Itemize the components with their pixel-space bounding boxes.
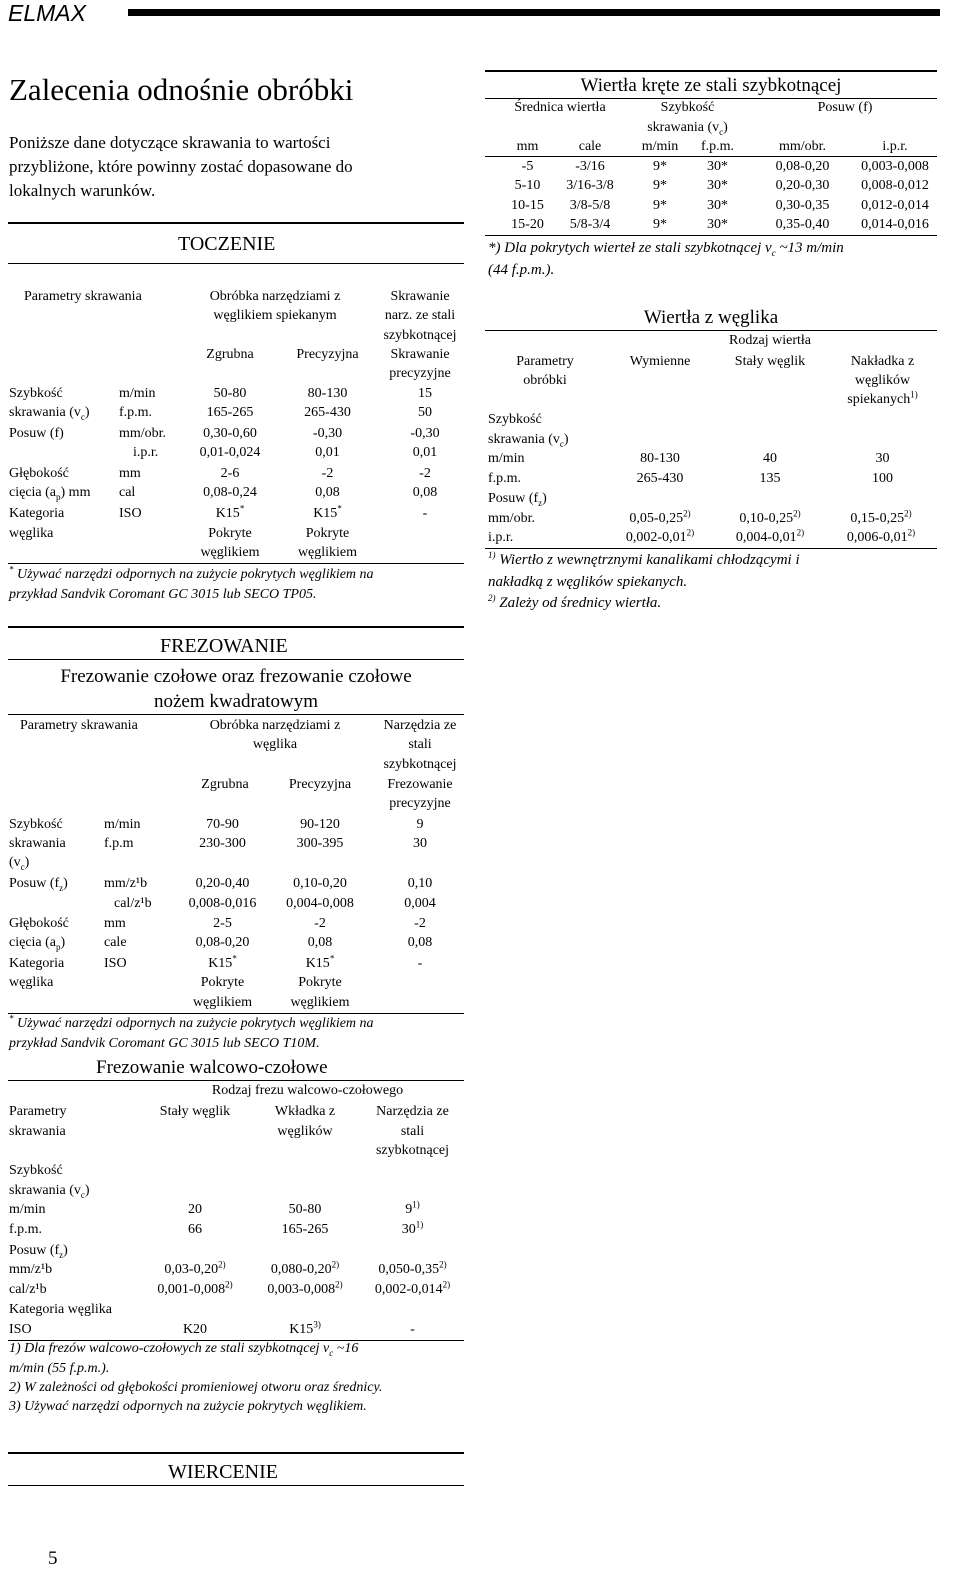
walcowo-speed-c1-1: 20 (188, 1202, 202, 1217)
toczenie-rule-2 (8, 263, 464, 264)
wiertla-hss-units-rule (485, 156, 937, 157)
toczenie-speed-unit-1: m/min (119, 386, 156, 401)
toczenie-speed-rough-1: 50-80 (213, 386, 247, 401)
toczenie-feed-rough-2: 0,01-0,024 (199, 445, 261, 460)
page-title: Zalecenia odnośnie obróbki (9, 72, 354, 107)
walcowo-feed-label: Posuw $(f_z)$ (9, 1243, 68, 1260)
frezowanie-depth-fine-1: -2 (314, 916, 326, 931)
toczenie-speed-rough-2: 165-265 (206, 405, 254, 420)
frezowanie-h-carbide-2: węglika (252, 737, 298, 752)
frezowanie-h-hss-1: Narzędzia ze (383, 718, 457, 733)
frezowanie-cat-rough-2: Pokryte (200, 975, 245, 990)
frezowanie-cat-hss: - (417, 956, 423, 971)
toczenie-cat-hss: - (422, 506, 428, 521)
toczenie-speed-label-1: Szybkość (9, 386, 63, 401)
toczenie-depth-fine-2: 0,08 (315, 485, 340, 500)
wiercenie-rule-2 (8, 1485, 464, 1486)
frezowanie-feed-fine-1: 0,10-0,20 (293, 876, 347, 891)
wiertla-wc-feed-label: Posuw $(f_z)$ (488, 491, 547, 508)
wiertla-wc-h-params-1: Parametry (516, 354, 574, 369)
wiertla-wc-title: Wiertła z węglika (643, 307, 779, 328)
walcowo-h-col-2a: Wkładka z (274, 1104, 336, 1119)
walcowo-h-params-1: Parametry (9, 1104, 67, 1119)
wiertla-hss-rule (485, 70, 937, 72)
toczenie-speed-fine-2: 265-430 (304, 405, 351, 420)
frezowanie-h-carbide-1: Obróbka narzędziami z (209, 718, 341, 733)
toczenie-feed-fine-1: -0,30 (312, 426, 343, 441)
walcowo-h-type: Rodzaj frezu walcowo-czołowego (211, 1083, 404, 1098)
wiertla-hss-u-mmobr: mm/obr. (778, 139, 827, 154)
walcowo-cat-c1: K20 (182, 1322, 208, 1337)
frezowanie-h-fine: Precyzyjna (288, 777, 352, 792)
wiertla-hss-h-speed-1: Szybkość (660, 100, 715, 115)
toczenie-depth-unit-1: mm (119, 466, 141, 481)
frezowanie-depth-fine-2: 0,08 (307, 935, 333, 950)
cell: 5/8-3/4 (569, 217, 611, 232)
frezowanie-subtitle-1: Frezowanie czołowe oraz frezowanie czołowe (60, 666, 412, 687)
walcowo-speed-c1-2: 66 (188, 1222, 202, 1237)
frezowanie-h-params: Parametry skrawania (20, 718, 138, 733)
cell: -3/16 (575, 159, 605, 174)
frezowanie-cat-label-1: Kategoria (9, 956, 65, 971)
toczenie-speed-hss-1: 15 (418, 386, 432, 401)
wiertla-hss-u-cale: cale (578, 139, 602, 154)
toczenie-feed-label: Posuw (f) (9, 426, 64, 441)
wiertla-hss-h-diam: Średnica wiertła (514, 100, 606, 115)
toczenie-h-carbide-1: Obróbka narzędziami z (209, 289, 341, 304)
walcowo-feed-unit-1: mm/z¹b (9, 1262, 53, 1277)
walcowo-table-top (8, 1080, 464, 1081)
frezowanie-feed-label: Posuw $(f_z)$ (9, 876, 68, 893)
walcowo-speed-c2-1: 50-80 (288, 1202, 322, 1217)
frezowanie-depth-hss-2: 0,08 (407, 935, 433, 950)
wiertla-hss-note-1: *) Dla pokrytych wierteł ze stali szybkotnącej $v_c$ ~13 m/min (488, 240, 844, 258)
toczenie-feed-fine-2: 0,01 (315, 445, 340, 460)
toczenie-speed-fine-1: 80-130 (307, 386, 348, 401)
frezowanie-speed-label-1: Szybkość (9, 817, 63, 832)
frezowanie-h-hss-2: stali (408, 737, 432, 752)
toczenie-cat-fine-1: K15* (313, 503, 342, 521)
wiertla-wc-h-col-3c: spiekanych$^{1)}$ (847, 389, 918, 407)
frezowanie-cat-fine-2: Pokryte (298, 975, 342, 990)
wiertla-wc-note-2: $^{2)}$ Zależy od średnicy wiertła. (488, 593, 662, 611)
toczenie-speed-label-2: skrawania $(v_c)$ (9, 405, 90, 422)
wiertla-wc-h-params-2: obróbki (523, 373, 567, 388)
header-bar (128, 9, 940, 16)
frezowanie-speed-hss-2: 30 (413, 836, 427, 851)
wiertla-wc-speed-c3-1: 30 (875, 451, 890, 466)
toczenie-cat-unit: ISO (119, 506, 142, 521)
wiertla-wc-h-col-2: Stały węglik (734, 354, 806, 369)
frezowanie-depth-rough-2: 0,08-0,20 (195, 935, 250, 950)
toczenie-h-params: Parametry skrawania (24, 289, 142, 304)
wiertla-wc-speed-c3-2: 100 (872, 471, 893, 486)
toczenie-h-hss-fine-1: Skrawanie (390, 347, 450, 362)
toczenie-h-hss-fine-2: precyzyjne (389, 366, 451, 381)
frezowanie-feed-rough-1: 0,20-0,40 (195, 876, 250, 891)
toczenie-h-hss-2: narz. ze stali (384, 308, 456, 323)
walcowo-cat-c2: K15$^{3)}$ (289, 1319, 321, 1337)
toczenie-rule (8, 222, 464, 224)
walcowo-h-col-1: Stały węglik (159, 1104, 231, 1119)
cell: 3/8-5/8 (569, 198, 611, 213)
wiertla-wc-feed-c1-1: 0,05-0,25$^{2)}$ (629, 508, 691, 526)
wiertla-hss-u-ipr: i.p.r. (882, 139, 908, 154)
toczenie-cat-fine-3: węglikiem (297, 545, 358, 560)
wiertla-hss-u-mm: mm (516, 139, 539, 154)
frezowanie-speed-rough-1: 70-90 (206, 817, 239, 832)
cell: 30* (707, 198, 728, 213)
wiertla-wc-speed-c2-2: 135 (759, 471, 781, 486)
wiertla-hss-h-speed-2: skrawania $(v_c)$ (647, 120, 728, 137)
wiercenie-rule (8, 1452, 464, 1454)
cell: -5 (521, 159, 534, 174)
page-number: 5 (48, 1548, 58, 1569)
frezowanie-feed-fine-2: 0,004-0,008 (286, 896, 354, 911)
cell: 0,008-0,012 (861, 178, 929, 193)
frezowanie-speed-fine-1: 90-120 (300, 817, 340, 832)
frezowanie-speed-hss-1: 9 (416, 817, 424, 832)
wiertla-wc-table-top (485, 330, 937, 331)
cell: 0,014-0,016 (861, 217, 929, 232)
wiertla-hss-u-fpm: f.p.m. (700, 139, 735, 154)
walcowo-feed-c3-1: 0,050-0,35$^{2)}$ (378, 1259, 447, 1277)
wiertla-wc-speed-c1-2: 265-430 (636, 471, 684, 486)
frezowanie-note-2: przykład Sandvik Coromant GC 3015 lub SECO T10M. (9, 1036, 320, 1051)
frezowanie-h-hss-fine-1: Frezowanie (387, 777, 453, 792)
wiertla-wc-h-col-1: Wymienne (629, 354, 691, 369)
cell: 15-20 (511, 217, 544, 232)
intro-line-3: lokalnych warunków. (9, 181, 156, 200)
walcowo-h-col-3a: Narzędzia ze (376, 1104, 449, 1119)
wiertla-wc-feed-c3-2: 0,006-0,01$^{2)}$ (846, 527, 916, 545)
frezowanie-h-hss-3: szybkotnącej (383, 757, 457, 772)
wiercenie-title: WIERCENIE (168, 1461, 278, 1483)
frezowanie-depth-unit-1: mm (104, 916, 126, 931)
cell: 30* (707, 159, 728, 174)
walcowo-h-col-3c: szybkotnącej (375, 1143, 450, 1158)
toczenie-title: TOCZENIE (178, 233, 276, 255)
wiertla-wc-speed-label-2: skrawania $(v_c)$ (488, 432, 569, 449)
frezowanie-cat-unit: ISO (104, 956, 127, 971)
cell: 5-10 (514, 178, 541, 193)
wiertla-wc-feed-c2-2: 0,004-0,01$^{2)}$ (735, 527, 805, 545)
walcowo-note-3: 3) Używać narzędzi odpornych na zużycie pokrytych węglikiem. (9, 1399, 367, 1414)
frezowanie-depth-hss-1: -2 (414, 916, 426, 931)
cell: 3/16-3/8 (566, 178, 614, 193)
toczenie-cat-fine-2: Pokryte (305, 526, 350, 541)
cell: 9* (653, 159, 667, 174)
toczenie-h-carbide-2: węglikiem spiekanym (213, 308, 337, 323)
toczenie-cat-rough-1: K15* (215, 503, 245, 521)
cell: 30* (707, 217, 728, 232)
wiertla-wc-h-type: Rodzaj wiertła (728, 333, 812, 348)
cell: 9* (653, 198, 667, 213)
toczenie-depth-hss-2: 0,08 (412, 485, 438, 500)
walcowo-note-2: 2) W zależności od głębokości promieniowej otworu oraz średnicy. (9, 1380, 383, 1395)
brand-logo: ELMAX (8, 0, 86, 26)
intro-line-2: przybliżone, które powinny zostać dopasowane do (9, 157, 353, 176)
walcowo-h-col-3b: stali (400, 1124, 425, 1139)
walcowo-feed-unit-2: cal/z¹b (9, 1282, 47, 1297)
wiertla-wc-note-1: $^{1)}$ Wiertło z wewnętrznymi kanalikami chłodzącymi i (488, 550, 800, 568)
wiertla-wc-h-col-3b: węglików (854, 373, 911, 388)
walcowo-feed-c3-2: 0,002-0,014$^{2)}$ (374, 1279, 451, 1297)
wiertla-wc-feed-c1-2: 0,002-0,01$^{2)}$ (625, 527, 695, 545)
frezowanie-cat-rough-3: węglikiem (192, 995, 253, 1010)
wiertla-wc-speed-c1-1: 80-130 (640, 451, 680, 466)
cell: 0,003-0,008 (861, 159, 929, 174)
frezowanie-feed-hss-1: 0,10 (407, 876, 433, 891)
wiertla-hss-header-top (485, 98, 937, 99)
toczenie-cat-rough-2: Pokryte (208, 526, 252, 541)
cell: 10-15 (511, 198, 544, 213)
walcowo-speed-c3-2: 30$^{1)}$ (401, 1219, 424, 1237)
walcowo-h-col-2b: węglików (277, 1124, 333, 1139)
toczenie-feed-rough-1: 0,30-0,60 (203, 426, 257, 441)
toczenie-depth-fine-1: -2 (321, 466, 334, 481)
frezowanie-depth-unit-2: cale (104, 935, 127, 950)
walcowo-speed-c3-1: 9$^{1)}$ (405, 1199, 420, 1217)
frezowanie-speed-fine-2: 300-395 (296, 836, 344, 851)
wiertla-wc-speed-c2-1: 40 (763, 451, 777, 466)
wiertla-wc-note-1b: nakładką z węglików spiekanych. (488, 574, 688, 590)
toczenie-h-hss-3: szybkotnącej (383, 328, 457, 343)
walcowo-cat-c3: - (410, 1322, 415, 1337)
wiertla-wc-speed-label-1: Szybkość (488, 412, 542, 427)
wiertla-hss-u-mmin: m/min (641, 139, 679, 154)
wiertla-hss-title: Wiertła kręte ze stali szybkotnącej (580, 75, 842, 96)
wiertla-hss-table-bottom (485, 235, 937, 236)
toczenie-table-bottom (8, 563, 464, 564)
frezowanie-h-rough: Zgrubna (201, 777, 249, 792)
walcowo-cat-label: Kategoria węglika (9, 1302, 113, 1317)
wiertla-wc-feed-c2-1: 0,10-0,25$^{2)}$ (739, 508, 801, 526)
toczenie-cat-rough-3: węglikiem (200, 545, 260, 560)
frezowanie-feed-hss-2: 0,004 (404, 896, 436, 911)
cell: 0,30-0,35 (775, 198, 830, 213)
walcowo-feed-c2-1: 0,080-0,20$^{2)}$ (270, 1259, 340, 1277)
frezowanie-depth-label-2: cięcia $(a_p)$ (9, 935, 66, 952)
frezowanie-cat-fine-3: węglikiem (290, 995, 350, 1010)
toczenie-feed-unit-2: i.p.r. (133, 445, 159, 460)
walcowo-feed-c1-1: 0,03-0,20$^{2)}$ (164, 1259, 226, 1277)
toczenie-depth-label-1: Głębokość (9, 466, 69, 481)
walcowo-note-1: 1) Dla frezów walcowo-czołowych ze stali szybkotnącej $v_c$ ~16 (9, 1341, 359, 1358)
walcowo-h-params-2: skrawania (9, 1124, 66, 1139)
toczenie-h-rough: Zgrubna (206, 347, 254, 362)
cell: 9* (653, 178, 667, 193)
frezowanie-speed-unit-1: m/min (104, 817, 141, 832)
cell: 30* (707, 178, 728, 193)
frezowanie-feed-unit-2: cal/z¹b (114, 896, 152, 911)
walcowo-feed-c2-2: 0,003-0,008$^{2)}$ (267, 1279, 343, 1297)
frezowanie-feed-rough-2: 0,008-0,016 (188, 896, 257, 911)
toczenie-cat-label-2: węglika (9, 526, 54, 541)
frezowanie-feed-unit-1: mm/z¹b (104, 876, 148, 891)
toczenie-feed-hss-1: -0,30 (410, 426, 440, 441)
frezowanie-cat-fine-1: K15* (305, 953, 335, 971)
wiertla-wc-feed-unit-1: mm/obr. (488, 511, 536, 526)
frezowanie-depth-label-1: Głębokość (9, 916, 69, 931)
wiertla-wc-h-col-3a: Nakładka z (850, 354, 915, 369)
frezowanie-table-bottom (8, 1013, 464, 1014)
toczenie-depth-label-2: cięcia $(a_p)$ mm (9, 485, 91, 502)
walcowo-feed-c1-2: 0,001-0,008$^{2)}$ (157, 1279, 233, 1297)
wiertla-hss-h-feed: Posuw (f) (817, 100, 873, 115)
toczenie-feed-unit-1: mm/obr. (119, 426, 167, 441)
intro-line-1: Poniższe dane dotyczące skrawania to wartości (9, 133, 331, 152)
cell: 0,08-0,20 (775, 159, 830, 174)
frezowanie-subtitle-2: nożem kwadratowym (153, 691, 319, 712)
wiertla-wc-speed-unit-2: f.p.m. (488, 471, 522, 486)
cell: 0,35-0,40 (775, 217, 830, 232)
frezowanie-speed-rough-2: 230-300 (199, 836, 246, 851)
toczenie-feed-hss-2: 0,01 (412, 445, 438, 460)
frezowanie-title: FREZOWANIE (160, 635, 288, 657)
frezowanie-speed-unit-2: f.p.m (104, 836, 134, 851)
wiertla-hss-note-2: (44 f.p.m.). (488, 262, 555, 278)
frezowanie-speed-label-2: skrawania (9, 836, 66, 851)
toczenie-depth-rough-1: 2-6 (220, 466, 240, 481)
toczenie-depth-hss-1: -2 (419, 466, 431, 481)
toczenie-h-hss-1: Skrawanie (390, 289, 450, 304)
walcowo-speed-c2-2: 165-265 (281, 1222, 329, 1237)
cell: 0,20-0,30 (775, 178, 830, 193)
frezowanie-note-1: * Używać narzędzi odpornych na zużycie pokrytych węglikiem na (9, 1013, 374, 1031)
walcowo-speed-label-1: Szybkość (9, 1163, 63, 1178)
wiertla-wc-table-bottom (485, 548, 937, 549)
toczenie-note-1: * Używać narzędzi odpornych na zużycie pokrytych węglikiem na (9, 564, 374, 582)
cell: 0,012-0,014 (861, 198, 929, 213)
wiertla-wc-speed-unit-1: m/min (488, 451, 525, 466)
frezowanie-rule (8, 626, 464, 628)
toczenie-depth-rough-2: 0,08-0,24 (203, 485, 257, 500)
frezowanie-table-top (8, 714, 464, 715)
cell: 9* (653, 217, 667, 232)
walcowo-note-1b: m/min (55 f.p.m.). (9, 1361, 110, 1376)
frezowanie-h-hss-fine-2: precyzyjne (389, 796, 451, 811)
frezowanie-cat-rough-1: K15* (208, 953, 237, 971)
frezowanie-cat-label-2: węglika (9, 975, 54, 990)
walcowo-cat-unit: ISO (9, 1322, 32, 1337)
toczenie-speed-unit-2: f.p.m. (119, 405, 153, 420)
walcowo-speed-label-2: skrawania $(v_c)$ (9, 1183, 90, 1200)
wiertla-wc-feed-c3-1: 0,15-0,25$^{2)}$ (850, 508, 912, 526)
toczenie-h-fine: Precyzyjna (296, 347, 359, 362)
frezowanie-depth-rough-1: 2-5 (213, 916, 232, 931)
toczenie-note-2: przykład Sandvik Coromant GC 3015 lub SECO TP05. (9, 587, 317, 602)
frezowanie-rule-2 (8, 659, 464, 660)
walcowo-title: Frezowanie walcowo-czołowe (96, 1057, 328, 1078)
walcowo-speed-unit-1: m/min (9, 1202, 46, 1217)
toczenie-depth-unit-2: cal (119, 485, 136, 500)
toczenie-speed-hss-2: 50 (418, 405, 432, 420)
toczenie-cat-label-1: Kategoria (9, 506, 65, 521)
wiertla-wc-feed-unit-2: i.p.r. (488, 530, 514, 545)
walcowo-speed-unit-2: f.p.m. (9, 1222, 43, 1237)
frezowanie-speed-label-3: $(v_c)$ (9, 855, 30, 872)
